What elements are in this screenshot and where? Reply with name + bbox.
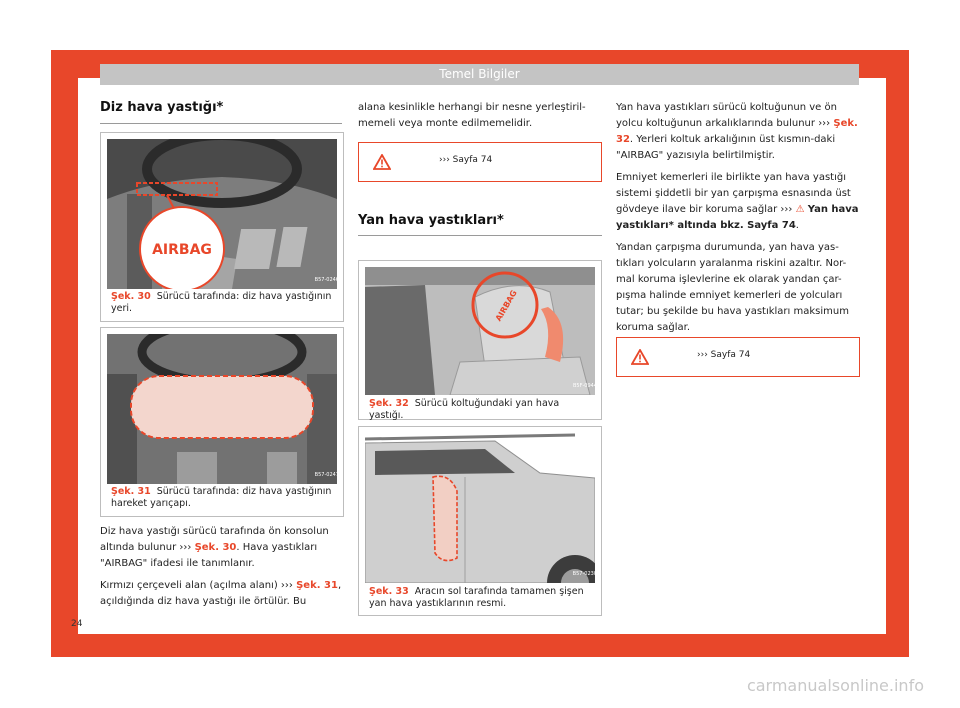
warning-box	[358, 142, 602, 182]
figure-caption-text: Sürücü koltuğundaki yan hava yastığı.	[369, 398, 560, 421]
figure-number: Şek. 31	[111, 486, 151, 497]
figure-33-caption	[369, 586, 593, 610]
figure-31-caption	[111, 486, 335, 510]
figure-32	[358, 260, 602, 420]
figure-code: B5F-0944	[572, 383, 597, 389]
section-title-side-airbags: Yan hava yastıkları*	[358, 213, 504, 228]
airbag-badge-text: AIRBAG	[152, 242, 212, 258]
figure-link[interactable]: Şek. 32	[616, 118, 858, 145]
warning-link[interactable]: ››› Sayfa 74	[697, 350, 751, 360]
warning-link[interactable]: ››› Sayfa 74	[439, 155, 493, 165]
warning-box	[616, 337, 860, 377]
airbag-badge-text: AIRBAG	[493, 288, 519, 323]
figure-31	[100, 327, 344, 517]
right-body-text	[616, 100, 860, 342]
figure-30-caption	[111, 291, 335, 315]
figure-link[interactable]: Şek. 31	[296, 580, 338, 591]
figure-caption-text: Sürücü tarafında: diz hava yastığının hareket yarıçapı.	[111, 486, 332, 509]
figure-30	[100, 132, 344, 322]
warning-triangle-icon: ⚠	[795, 204, 805, 215]
figure-33	[358, 426, 602, 616]
figure-32-caption	[369, 398, 593, 422]
page-number: 24	[71, 619, 83, 629]
figure-caption-text: Sürücü tarafında: diz hava yastığının yeri.	[111, 291, 332, 314]
figure-31-image	[107, 334, 337, 484]
paragraph: Yandan çarpışma durumunda, yan hava yas-tıkları yolcuların yaralanma riskini azaltır. Nor-mal koruma işlevlerine ek olarak yandan çar-pışma halinde emniyet kemerleri de yolcuları tutar; bu şekilde bu hava yastıkları maksimum koruma sağlar.	[616, 242, 849, 333]
paragraph: Emniyet kemerleri ile birlikte yan hava yastığı sistemi şiddetli bir yan çarpışma esnasında üst gövdeye ilave bir koruma sağlar ››› ⚠ Yan hava yastıkları* altında bkz. Sayfa 74.	[616, 172, 859, 231]
figure-code: B57-0246	[314, 277, 339, 283]
figure-number: Şek. 30	[111, 291, 151, 302]
header-bar: Temel Bilgiler	[100, 64, 859, 85]
figure-number: Şek. 32	[369, 398, 409, 409]
figure-link[interactable]: Şek. 30	[194, 542, 237, 553]
section-title-knee-airbag: Diz hava yastığı*	[100, 100, 224, 115]
figure-33-image	[365, 433, 595, 583]
figure-caption-text: Aracın sol tarafında tamamen şişen yan hava yastıklarının resmi.	[369, 586, 584, 609]
middle-body-text: alana kesinlikle herhangi bir nesne yerleştiril-memeli veya monte edilmemelidir.	[358, 102, 586, 129]
figure-code: B57-0247	[314, 472, 339, 478]
warning-triangle-icon	[631, 349, 649, 369]
warning-triangle-icon	[373, 154, 391, 174]
cross-reference[interactable]: Yan hava yastıkları* altında bkz. Sayfa 74	[616, 204, 859, 231]
watermark: carmanualsonline.info	[746, 676, 924, 695]
paragraph: Diz hava yastığı sürücü tarafında ön konsolun altında bulunur ››› Şek. 30. Hava yastıkları "AIRBAG" ifadesi ile tanımlanır.	[100, 526, 329, 569]
title-rule	[100, 123, 342, 124]
title-rule	[358, 235, 602, 236]
paragraph: Yan hava yastıkları sürücü koltuğunun ve ön yolcu koltuğunun arkalıklarında bulunur ››› Şek. 32. Yerleri koltuk arkalığının üst kısmın-daki "AIRBAG" yazısıyla belirtilmiştir.	[616, 102, 858, 161]
figure-32-image	[365, 267, 595, 395]
left-body-text	[100, 524, 344, 616]
figure-number: Şek. 33	[369, 586, 409, 597]
figure-30-image	[107, 139, 337, 289]
paragraph: Kırmızı çerçeveli alan (açılma alanı) ››› Şek. 31, açıldığında diz hava yastığı ile örtülür. Bu	[100, 580, 342, 607]
figure-code: B57-0230	[572, 571, 597, 577]
